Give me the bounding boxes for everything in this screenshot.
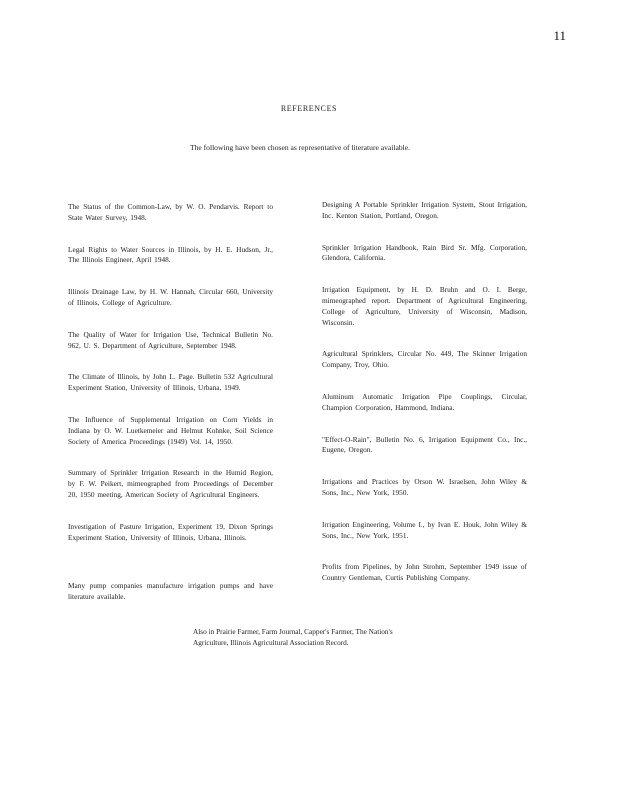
reference-item: The Climate of Illinois, by John L. Page. Bulletin 532 Agricultural Experiment Station, University of Illinois, Urbana, 1949.	[68, 372, 273, 393]
reference-item: Profits from Pipelines, by John Strohm, September 1949 issue of Country Gentleman, Curtis Publishing Company.	[322, 562, 527, 583]
reference-item: Sprinkler Irrigation Handbook, Rain Bird Sr. Mfg. Corporation, Glendora, California.	[322, 242, 527, 263]
reference-item: Legal Rights to Water Sources in Illinois, by H. E. Hudson, Jr., The Illinois Engineer, April 1948.	[68, 244, 273, 265]
reference-item: "Effect-O-Rain", Bulletin No. 6, Irrigation Equipment Co., Inc., Eugene, Oregon.	[322, 434, 527, 455]
reference-item: Illinois Drainage Law, by H. W. Hannah, Circular 660, University of Illinois, College of Agriculture.	[68, 287, 273, 307]
reference-item: Aluminum Automatic Irrigation Pipe Couplings, Circular, Champion Corporation, Hammond, Indiana.	[322, 391, 527, 412]
reference-item: Irrigations and Practices by Orson W. Israelsen, John Wiley & Sons, Inc., New York, 1950.	[322, 477, 527, 497]
intro-paragraph: The following have been chosen as representative of literature available.	[189, 143, 411, 152]
reference-item: Irrigation Equipment, by H. D. Bruhn and O. I. Berge, mimeographed report. Department of Agricultural Engineering, College of Agriculture, University of Wisconsin, Madison, Wisconsin.	[322, 285, 527, 327]
reference-item: Irrigation Engineering, Volume I., by Ivan E. Houk, John Wiley & Sons, Inc., New York, 1951.	[322, 519, 527, 540]
right-reference-column	[322, 200, 527, 605]
reference-item: The Quality of Water for Irrigation Use, Technical Bulletin No. 962, U. S. Department of Agriculture, September 1948.	[68, 329, 273, 350]
page-number: 11	[553, 28, 566, 43]
section-heading: REFERENCES	[280, 104, 338, 113]
reference-item: Agricultural Sprinklers, Circular No. 449, The Skinner Irrigation Company, Troy, Ohio.	[322, 349, 527, 370]
reference-item: Investigation of Pasture Irrigation, Experiment 19, Dixon Springs Experiment Station, University of Illinois, Urbana, Illinois.	[68, 521, 273, 542]
reference-item: Many pump companies manufacture irrigation pumps and have literature available.	[68, 581, 273, 602]
reference-item: Summary of Sprinkler Irrigation Research in the Humid Region, by F. W. Peikert, mimeographed from Proceedings of December 20, 1950 meeting, American Society of Agricultural Engineers.	[68, 468, 273, 499]
reference-item: The Influence of Supplemental Irrigation on Corn Yields in Indiana by O. W. Luetkemeier and Helmut Kohnke, Soil Science Society of America Proceedings (1949) Vol. 14, 1950.	[68, 414, 273, 446]
reference-item: Designing A Portable Sprinkler Irrigation System, Stout Irrigation, Inc. Kenton Station, Portland, Oregon.	[322, 200, 527, 220]
reference-item: The Status of the Common-Law, by W. O. Pendarvis. Report to State Water Survey, 1948.	[68, 202, 273, 222]
left-reference-column	[68, 202, 273, 624]
also-note: Also in Prairie Farmer, Farm Journal, Capper's Farmer, The Nation's Agriculture, Illinois Agricultural Association Record.	[193, 627, 393, 647]
